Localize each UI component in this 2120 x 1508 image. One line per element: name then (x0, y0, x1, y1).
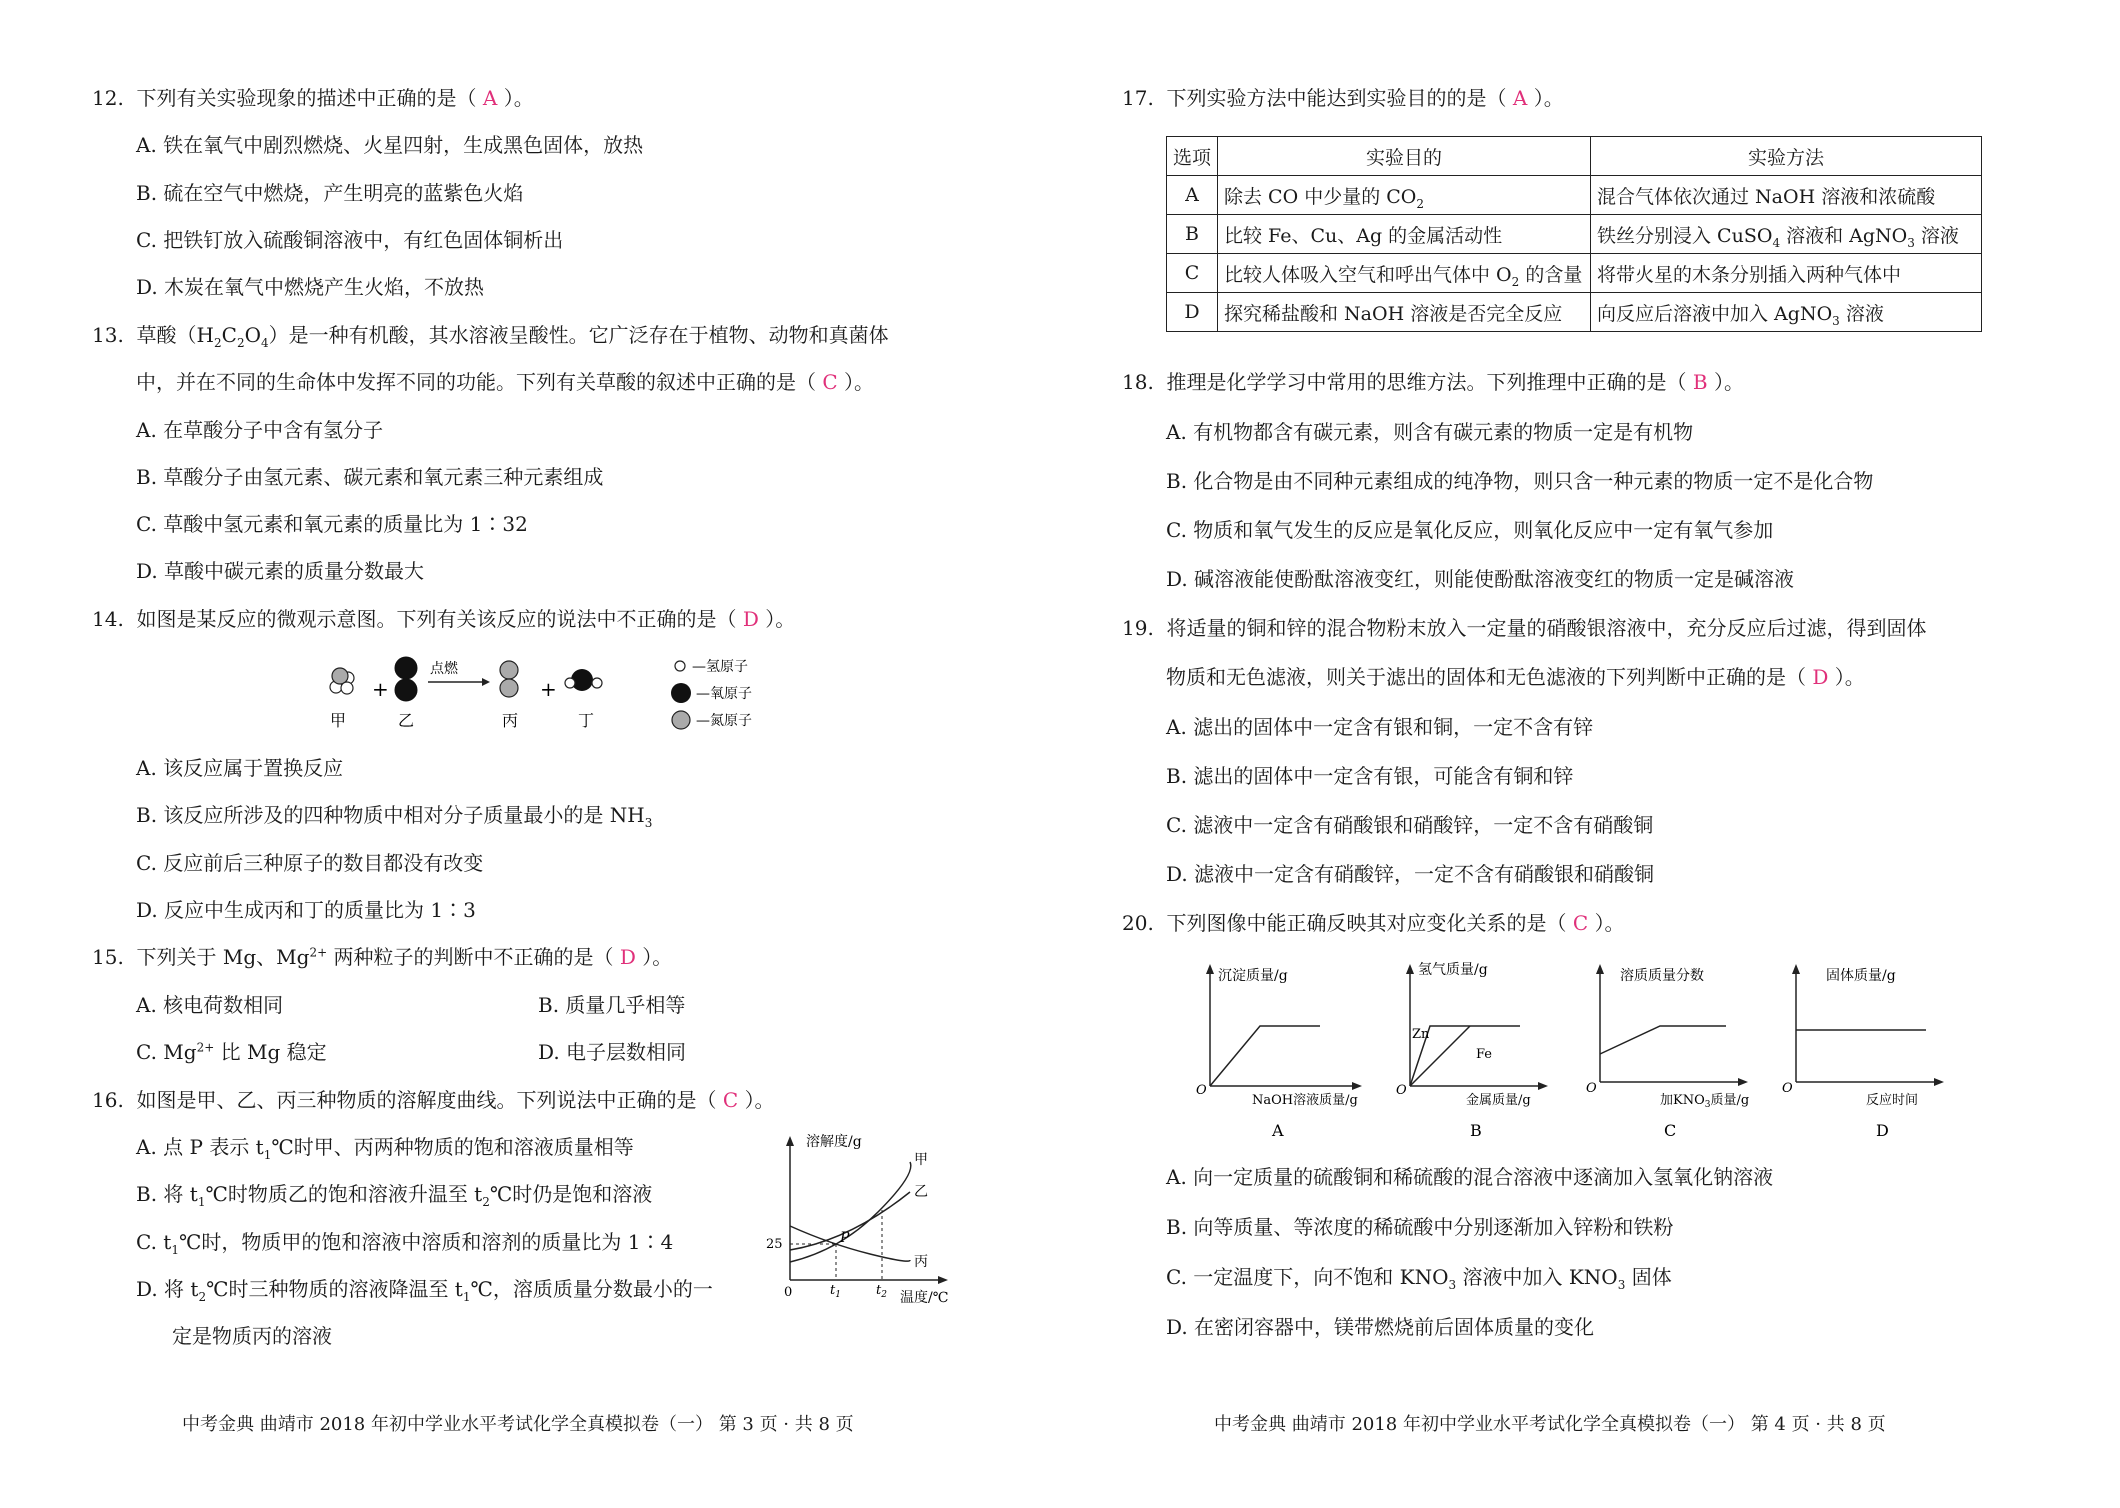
q14-answer: D (742, 607, 759, 631)
q15-option-d: D. 电子层数相同 (538, 1040, 687, 1064)
q16-option-d-line2: 定是物质丙的溶液 (172, 1324, 332, 1348)
q14-option-a: A. 该反应属于置换反应 (136, 756, 344, 780)
q18-answer: B (1692, 370, 1708, 394)
row-purpose: 比较 Fe、Cu、Ag 的金属活动性 (1218, 215, 1591, 254)
series-label-bing: 丙 (914, 1254, 928, 1270)
row-purpose: 比较人体吸入空气和呼出气体中 $O_2$ 的含量 (1218, 254, 1591, 293)
series-label-yi: 乙 (914, 1184, 928, 1200)
row-method: 混合气体依次通过 NaOH 溶液和浓硫酸 (1591, 176, 1982, 215)
graph-a-label: A (1272, 1121, 1284, 1140)
molecule-bing (500, 661, 518, 697)
q20-option-d: D. 在密闭容器中，镁带燃烧前后固体质量的变化 (1166, 1315, 1595, 1339)
q14-option-c: C. 反应前后三种原子的数目都没有改变 (136, 851, 484, 875)
graph-b (1396, 962, 1548, 1140)
row-option: B (1167, 215, 1218, 254)
q15-answer: D (619, 945, 636, 969)
graph-d (1782, 964, 1944, 1140)
graph-b-x-arrow (1538, 1082, 1548, 1090)
q18-option-b: B. 化合物是由不同种元素组成的纯净物，则只含一种元素的物质一定不是化合物 (1166, 469, 1874, 493)
row-method: 将带火星的木条分别插入两种气体中 (1591, 254, 1982, 293)
q18-option-c: C. 物质和氧气发生的反应是氧化反应，则氧化反应中一定有氧气参加 (1166, 518, 1774, 542)
q16-answer: C (722, 1088, 739, 1112)
label-yi: 乙 (398, 711, 415, 730)
q16-stem: 16. 如图是甲、乙、丙三种物质的溶解度曲线。下列说法中正确的是（ C ）。 (92, 1088, 775, 1112)
y-axis-arrow (786, 1136, 794, 1146)
graph-b-label: B (1470, 1121, 1482, 1140)
row-purpose: 探究稀盐酸和 NaOH 溶液是否完全反应 (1218, 293, 1591, 332)
q15-option-a: A. 核电荷数相同 (136, 993, 284, 1017)
table-row (1167, 176, 1982, 215)
graph-c-line (1600, 1026, 1726, 1054)
q13-option-a: A. 在草酸分子中含有氢分子 (136, 418, 384, 442)
x-axis-arrow (938, 1276, 948, 1284)
table-row (1167, 293, 1982, 332)
nitrogen-atom (500, 679, 518, 697)
graph-d-x-label: 反应时间 (1866, 1093, 1919, 1108)
graph-d-x-arrow (1934, 1078, 1944, 1086)
q13-answer: C (822, 370, 838, 394)
graph-d-y-arrow (1792, 964, 1800, 974)
x-tick-t1: $t_1$ (830, 1283, 841, 1300)
q16-option-c: C. $t_1℃$时，物质甲的饱和溶液中溶质和溶剂的质量比为 1∶4 (136, 1230, 674, 1257)
point-p: P (840, 1230, 850, 1246)
table-header-row (1167, 137, 1982, 176)
q20-option-a: A. 向一定质量的硫酸铜和稀硫酸的混合溶液中逐滴加入氢氧化钠溶液 (1166, 1165, 1774, 1189)
graph-b-fe-label: Fe (1476, 1047, 1493, 1062)
plus-sign-2: + (540, 677, 557, 701)
q13-stem-line2: 中，并在不同的生命体中发挥不同的功能。下列有关草酸的叙述中正确的是（ C ）。 (136, 370, 875, 394)
graph-c-x-arrow (1738, 1078, 1748, 1086)
q16-solubility-graph (760, 1130, 960, 1310)
graph-a-origin: O (1196, 1083, 1207, 1098)
row-option: A (1167, 176, 1218, 215)
origin-label: 0 (784, 1285, 793, 1300)
molecule-yi (395, 657, 417, 701)
molecule-jia (330, 668, 354, 694)
q14-option-d: D. 反应中生成丙和丁的质量比为 1∶3 (136, 898, 476, 922)
q20-option-b: B. 向等质量、等浓度的稀硫酸中分别逐渐加入锌粉和铁粉 (1166, 1215, 1674, 1239)
row-method: 向反应后溶液中加入 AgNO$_3$ 溶液 (1591, 293, 1982, 332)
q19-option-b: B. 滤出的固体中一定含有银，可能含有铜和锌 (1166, 764, 1574, 788)
q12-option-d: D. 木炭在氧气中燃烧产生火焰，不放热 (136, 275, 485, 299)
oxygen-atom (395, 657, 417, 679)
q16-option-b: B. 将 $t_1℃$时物质乙的饱和溶液升温至 $t_2℃$时仍是饱和溶液 (136, 1182, 653, 1209)
graph-a-line (1210, 1026, 1320, 1086)
graph-a (1196, 964, 1362, 1140)
q15-option-c: C. $Mg^{2+}$ 比 Mg 稳定 (136, 1040, 327, 1064)
q18-stem: 18. 推理是化学学习中常用的思维方法。下列推理中正确的是（ B ）。 (1122, 370, 1744, 394)
label-ding: 丁 (578, 711, 595, 730)
arrow-label: 点燃 (430, 661, 458, 677)
graph-c (1586, 964, 1749, 1140)
graph-d-label: D (1876, 1121, 1889, 1140)
q13-option-b: B. 草酸分子由氢元素、碳元素和氧元素三种元素组成 (136, 465, 604, 489)
series-label-jia: 甲 (914, 1152, 928, 1168)
graph-a-y-arrow (1206, 964, 1214, 974)
y-axis-label: 溶解度/g (806, 1134, 862, 1150)
q12-stem: 12. 下列有关实验现象的描述中正确的是（ A ）。 (92, 86, 534, 110)
x-tick-t2: $t_2$ (876, 1283, 887, 1300)
q18-option-d: D. 碱溶液能使酚酞溶液变红，则能使酚酞溶液变红的物质一定是碱溶液 (1166, 567, 1795, 591)
graph-b-y-label: 氢气质量/g (1418, 962, 1488, 978)
hydrogen-atom (341, 682, 353, 694)
table-row (1167, 215, 1982, 254)
arrow-head (482, 678, 490, 686)
hydrogen-atom (592, 678, 602, 688)
q12-option-b: B. 硫在空气中燃烧，产生明亮的蓝紫色火焰 (136, 181, 524, 205)
right-footer: 中考金典 曲靖市 2018 年初中学业水平考试化学全真模拟卷（一） 第 4 页 · 共 8 页 (1214, 1414, 1886, 1435)
graph-c-label: C (1664, 1121, 1677, 1140)
curve-yi (790, 1192, 910, 1250)
legend-oxygen: —氧原子 (696, 686, 752, 702)
graph-b-origin: O (1396, 1083, 1407, 1098)
row-purpose: 除去 CO 中少量的 $CO_2$ (1218, 176, 1591, 215)
row-method: 铁丝分别浸入 CuSO$_4$ 溶液和 AgNO$_3$ 溶液 (1591, 215, 1982, 254)
graph-c-x-label: 加$KNO_3$质量/g (1660, 1093, 1750, 1110)
q16-option-a: A. 点 P 表示 $t_1℃$时甲、丙两种物质的饱和溶液质量相等 (136, 1135, 634, 1162)
molecule-ding (565, 669, 602, 691)
q15-stem: 15. 下列关于 Mg、$Mg^{2+}$ 两种粒子的判断中不正确的是（ D ）。 (92, 945, 673, 969)
graph-c-origin: O (1586, 1081, 1597, 1096)
header-purpose: 实验目的 (1218, 137, 1591, 176)
q13-stem-line1: 13. 草酸$(H_2C_2O_4)$是一种有机酸，其水溶液呈酸性。它广泛存在于植物、动物和真菌体 (92, 323, 889, 350)
graph-a-y-label: 沉淀质量/g (1218, 968, 1288, 984)
legend-hydrogen: —氢原子 (692, 659, 748, 675)
q17-table (1166, 136, 1982, 332)
q19-option-d: D. 滤液中一定含有硝酸锌，一定不含有硝酸银和硝酸铜 (1166, 862, 1655, 886)
q20-graphs (1180, 958, 1980, 1148)
legend-hydrogen-icon (675, 661, 685, 671)
q17-stem: 17. 下列实验方法中能达到实验目的的是（ A ）。 (1122, 86, 1564, 110)
q20-answer: C (1572, 911, 1589, 935)
graph-b-x-label: 金属质量/g (1466, 1093, 1531, 1108)
left-footer: 中考金典 曲靖市 2018 年初中学业水平考试化学全真模拟卷（一） 第 3 页 · 共 8 页 (182, 1414, 854, 1435)
q13-option-d: D. 草酸中碳元素的质量分数最大 (136, 559, 425, 583)
graph-c-y-label: 溶质质量分数 (1620, 968, 1704, 984)
hydrogen-atom (565, 678, 575, 688)
row-option: D (1167, 293, 1218, 332)
q19-option-a: A. 滤出的固体中一定含有银和铜，一定不含有锌 (1166, 715, 1594, 739)
q12-answer: A (482, 86, 498, 110)
oxygen-atom (395, 679, 417, 701)
q19-stem-line2: 物质和无色滤液，则关于滤出的固体和无色滤液的下列判断中正确的是（ D ）。 (1166, 665, 1865, 689)
graph-a-x-label: NaOH溶液质量/g (1252, 1093, 1358, 1108)
graph-d-y-label: 固体质量/g (1826, 968, 1896, 984)
q19-answer: D (1812, 665, 1829, 689)
y-tick-25: 25 (766, 1237, 783, 1252)
nitrogen-atom (500, 661, 518, 679)
label-bing: 丙 (502, 711, 519, 730)
legend-oxygen-icon (671, 683, 691, 703)
header-method: 实验方法 (1591, 137, 1982, 176)
q18-option-a: A. 有机物都含有碳元素，则含有碳元素的物质一定是有机物 (1166, 420, 1694, 444)
q20-option-c: C. 一定温度下，向不饱和 $KNO_3$ 溶液中加入 $KNO_3$ 固体 (1166, 1265, 1672, 1292)
q17-answer: A (1512, 86, 1528, 110)
q20-stem: 20. 下列图像中能正确反映其对应变化关系的是（ C ）。 (1122, 911, 1625, 935)
table-row (1167, 254, 1982, 293)
q15-option-b: B. 质量几乎相等 (538, 993, 686, 1017)
q14-option-b: B. 该反应所涉及的四种物质中相对分子质量最小的是 $NH_3$ (136, 803, 653, 830)
q14-reaction-diagram (300, 650, 780, 740)
row-option: C (1167, 254, 1218, 293)
q13-option-c: C. 草酸中氢元素和氧元素的质量比为 1∶32 (136, 512, 528, 536)
graph-b-y-arrow (1406, 964, 1414, 974)
q12-option-a: A. 铁在氧气中剧烈燃烧、火星四射，生成黑色固体，放热 (136, 133, 644, 157)
q19-stem-line1: 19. 将适量的铜和锌的混合物粉末放入一定量的硝酸银溶液中，充分反应后过滤，得到固体 (1122, 616, 1927, 640)
legend-nitrogen-icon (672, 711, 690, 729)
graph-b-zn-label: Zn (1412, 1027, 1430, 1042)
q16-option-d-line1: D. 将 $t_2℃$时三种物质的溶液降温至 $t_1℃$，溶质质量分数最小的一 (136, 1277, 713, 1304)
curve-jia (790, 1162, 911, 1262)
graph-c-y-arrow (1596, 964, 1604, 974)
q19-option-c: C. 滤液中一定含有硝酸银和硝酸锌，一定不含有硝酸铜 (1166, 813, 1654, 837)
plus-sign: + (372, 677, 389, 701)
graph-a-x-arrow (1352, 1082, 1362, 1090)
q14-stem: 14. 如图是某反应的微观示意图。下列有关该反应的说法中不正确的是（ D ）。 (92, 607, 796, 631)
label-jia: 甲 (330, 711, 347, 730)
graph-d-origin: O (1782, 1081, 1793, 1096)
legend-nitrogen: —氮原子 (696, 713, 752, 729)
header-option: 选项 (1167, 137, 1218, 176)
x-axis-label: 温度/℃ (900, 1290, 949, 1306)
q12-option-c: C. 把铁钉放入硫酸铜溶液中，有红色固体铜析出 (136, 228, 564, 252)
